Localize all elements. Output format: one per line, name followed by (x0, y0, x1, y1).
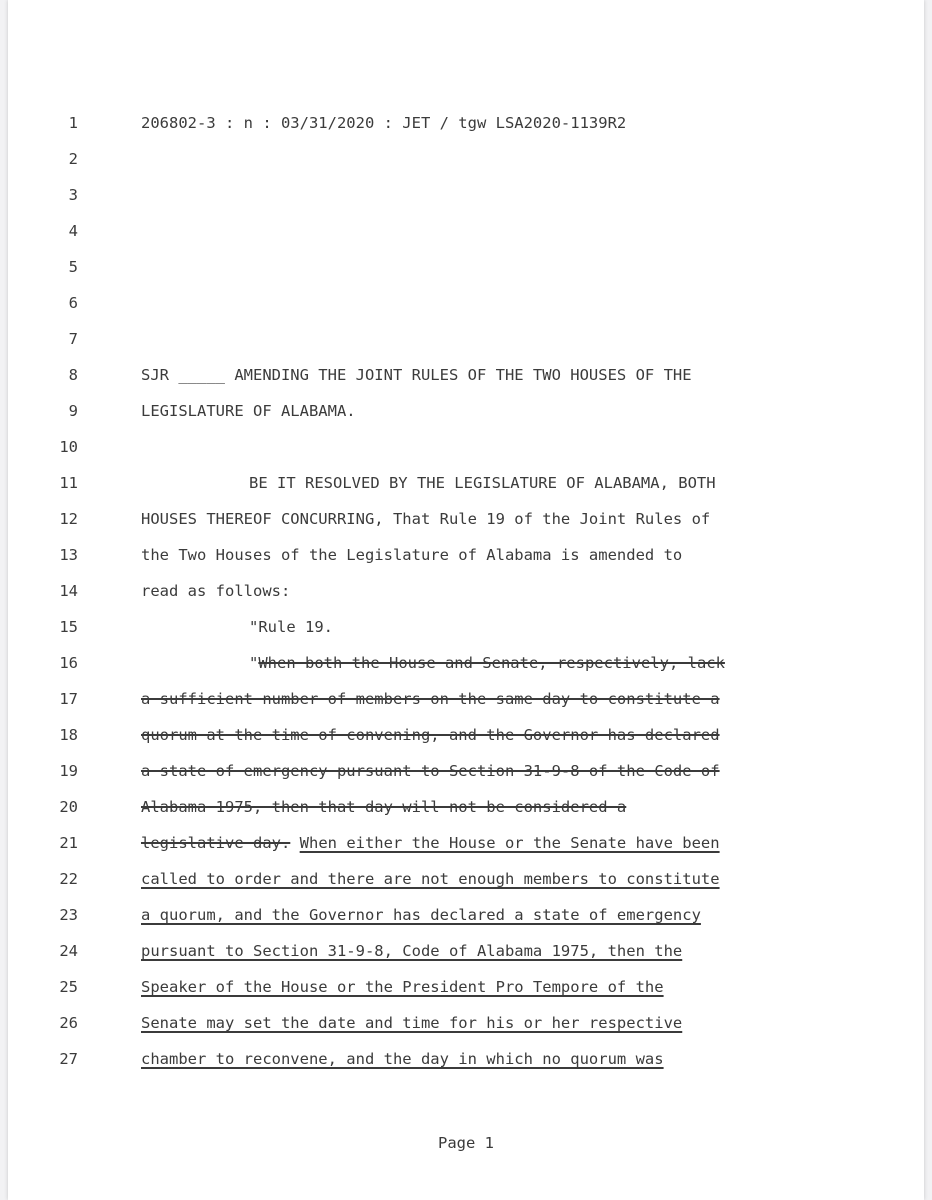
line-15 (8, 617, 924, 653)
line-number: 12 (59, 510, 78, 528)
struck-text: When both the House and Senate, respectively, lack (258, 654, 725, 672)
line-number: 4 (68, 222, 78, 240)
line-7 (8, 329, 924, 365)
inserted-text: pursuant to Section 31-9-8, Code of Alabama 1975, then the (141, 942, 683, 960)
line-number: 18 (59, 726, 78, 744)
line-number: 10 (59, 438, 78, 456)
line-16 (8, 653, 924, 689)
line-25 (8, 977, 924, 1013)
line-number: 19 (59, 762, 78, 780)
mixed-line (141, 833, 720, 853)
line-24 (8, 941, 924, 977)
document-page (8, 0, 924, 1200)
line-13 (8, 545, 924, 581)
inserted-text: Speaker of the House or the President Pro Tempore of the (141, 978, 664, 996)
line-14 (8, 581, 924, 617)
line-17 (8, 689, 924, 725)
line-22 (8, 869, 924, 905)
line-number: 6 (68, 294, 78, 312)
line-19 (8, 761, 924, 797)
resolved-clause-cont: read as follows: (141, 582, 291, 600)
line-5 (8, 257, 924, 293)
line-number: 16 (59, 654, 78, 672)
line-26 (8, 1013, 924, 1049)
line-11 (8, 473, 924, 509)
open-quote: " (249, 654, 259, 672)
inserted-text: a quorum, and the Governor has declared a state of emergency (141, 906, 701, 924)
line-12 (8, 509, 924, 545)
page-number: Page 1 (438, 1134, 494, 1152)
resolution-title: SJR _____ AMENDING THE JOINT RULES OF THE TWO HOUSES OF THE (141, 366, 692, 384)
line-number: 23 (59, 906, 78, 924)
inserted-text: Senate may set the date and time for his or her respective (141, 1014, 683, 1032)
line-number: 7 (68, 330, 78, 348)
line-9 (8, 401, 924, 437)
document-header-code: 206802-3 : n : 03/31/2020 : JET / tgw LSA2020-1139R2 (141, 114, 627, 132)
line-1 (8, 113, 924, 149)
struck-text: legislative day. (141, 834, 291, 852)
struck-text: a sufficient number of members on the same day to constitute a (141, 690, 720, 708)
line-23 (8, 905, 924, 941)
resolution-title-cont: LEGISLATURE OF ALABAMA. (141, 402, 356, 420)
line-number: 14 (59, 582, 78, 600)
line-4 (8, 221, 924, 257)
rule-body-start (249, 653, 725, 673)
line-8 (8, 365, 924, 401)
line-21 (8, 833, 924, 869)
line-2 (8, 149, 924, 185)
inserted-text: chamber to reconvene, and the day in which no quorum was (141, 1050, 664, 1068)
line-number: 24 (59, 942, 78, 960)
line-number: 20 (59, 798, 78, 816)
inserted-text: called to order and there are not enough members to constitute (141, 870, 720, 888)
struck-text: a state of emergency pursuant to Section 31-9-8 of the Code of (141, 762, 720, 780)
line-number: 27 (59, 1050, 78, 1068)
line-number: 5 (68, 258, 78, 276)
line-number: 13 (59, 546, 78, 564)
line-number: 26 (59, 1014, 78, 1032)
line-number: 21 (59, 834, 78, 852)
line-3 (8, 185, 924, 221)
struck-text: quorum at the time of convening, and the Governor has declared (141, 726, 720, 744)
line-10 (8, 437, 924, 473)
line-20 (8, 797, 924, 833)
line-number: 17 (59, 690, 78, 708)
line-number: 9 (68, 402, 78, 420)
line-number: 1 (68, 114, 78, 132)
resolved-clause-cont: HOUSES THEREOF CONCURRING, That Rule 19 of the Joint Rules of (141, 510, 711, 528)
struck-text: Alabama 1975, then that day will not be considered a (141, 798, 627, 816)
inserted-text: When either the House or the Senate have been (299, 834, 720, 852)
line-number: 11 (59, 474, 78, 492)
line-number: 15 (59, 618, 78, 636)
line-number: 25 (59, 978, 78, 996)
rule-heading: "Rule 19. (249, 618, 333, 636)
line-number: 22 (59, 870, 78, 888)
line-27 (8, 1049, 924, 1085)
line-number: 3 (68, 186, 78, 204)
resolved-clause: BE IT RESOLVED BY THE LEGISLATURE OF ALABAMA, BOTH (249, 474, 716, 492)
line-18 (8, 725, 924, 761)
line-number: 2 (68, 150, 78, 168)
line-number: 8 (68, 366, 78, 384)
line-6 (8, 293, 924, 329)
resolved-clause-cont: the Two Houses of the Legislature of Alabama is amended to (141, 546, 683, 564)
